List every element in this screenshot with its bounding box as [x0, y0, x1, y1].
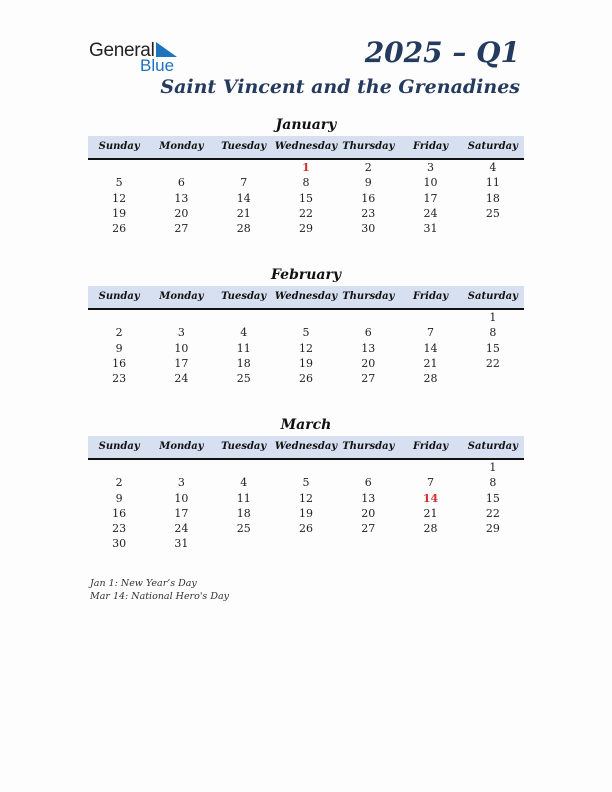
date-cell: 30	[112, 537, 127, 551]
weekday-header: Sunday	[98, 291, 140, 302]
date-cell: 26	[298, 522, 313, 536]
date-cell: 29	[485, 522, 500, 536]
date-cell: 31	[174, 537, 189, 551]
date-cell: 25	[236, 522, 251, 536]
empty-date-cell	[88, 310, 150, 325]
date-cell: 21	[423, 506, 438, 520]
date-cell: 25	[236, 372, 251, 386]
date-cell: 4	[240, 476, 248, 490]
date-cell: 1	[489, 311, 497, 324]
week-row	[88, 475, 524, 490]
date-cell: 21	[423, 356, 438, 370]
date-cell: 9	[364, 176, 372, 190]
weekday-header: Friday	[412, 291, 449, 302]
date-cell: 11	[236, 491, 251, 505]
empty-date-cell	[213, 536, 275, 551]
date-cell: 31	[423, 222, 438, 236]
week-row	[88, 460, 524, 475]
week-row	[88, 175, 524, 190]
week-row	[88, 191, 524, 206]
date-cell: 4	[489, 161, 497, 174]
empty-date-cell	[337, 536, 399, 551]
date-cell: 10	[423, 176, 438, 190]
weekday-header: Saturday	[467, 141, 518, 152]
weekday-header-row	[88, 286, 524, 310]
date-cell: 16	[112, 356, 127, 370]
date-cell: 6	[364, 326, 372, 340]
empty-date-cell	[462, 536, 524, 551]
empty-date-cell	[150, 460, 212, 475]
date-cell: 8	[302, 176, 310, 190]
date-cell: 6	[364, 476, 372, 490]
date-cell: 8	[489, 476, 497, 490]
weekday-header: Thursday	[342, 291, 395, 302]
date-cell: 16	[361, 191, 376, 205]
weekday-header-row	[88, 136, 524, 160]
empty-date-cell	[88, 460, 150, 475]
brand-logo	[89, 40, 189, 76]
date-cell: 5	[302, 476, 310, 490]
date-cell: 2	[364, 161, 372, 174]
date-cell: 16	[112, 506, 127, 520]
weekday-header: Monday	[159, 141, 204, 152]
date-cell: 3	[427, 161, 435, 174]
date-cell: 22	[485, 506, 500, 520]
empty-date-cell	[462, 371, 524, 386]
date-cell: 3	[177, 476, 185, 490]
month-calendar-january	[88, 116, 524, 236]
month-name: January	[275, 117, 337, 133]
date-cell: 28	[423, 372, 438, 386]
empty-date-cell	[275, 460, 337, 475]
week-row	[88, 536, 524, 551]
date-cell: 15	[298, 191, 313, 205]
country-subtitle: Saint Vincent and the Grenadines	[160, 76, 520, 98]
date-cell: 4	[240, 326, 248, 340]
weekday-header: Tuesday	[221, 141, 267, 152]
date-cell: 23	[112, 522, 127, 536]
empty-date-cell	[88, 160, 150, 175]
weekday-header: Saturday	[467, 291, 518, 302]
week-row	[88, 341, 524, 356]
date-cell: 9	[115, 491, 123, 505]
date-cell: 5	[302, 326, 310, 340]
week-row	[88, 356, 524, 371]
date-cell: 9	[115, 341, 123, 355]
empty-date-cell	[275, 536, 337, 551]
date-cell: 11	[485, 176, 500, 190]
holiday-note: Mar 14: National Hero's Day	[90, 591, 229, 602]
date-cell: 5	[115, 176, 123, 190]
date-cell: 12	[298, 491, 313, 505]
date-cell: 17	[174, 356, 189, 370]
weekday-header: Wednesday	[274, 291, 338, 302]
date-cell: 29	[298, 222, 313, 236]
date-cell: 3	[177, 326, 185, 340]
date-cell: 24	[174, 372, 189, 386]
weekday-header: Monday	[159, 291, 204, 302]
date-cell: 10	[174, 341, 189, 355]
brand-word-blue: Blue	[140, 56, 175, 75]
week-row	[88, 506, 524, 521]
date-cell: 17	[174, 506, 189, 520]
date-cell: 23	[361, 206, 376, 220]
empty-date-cell	[337, 310, 399, 325]
month-name: March	[280, 417, 332, 433]
date-cell: 13	[174, 191, 189, 205]
date-cell: 24	[423, 206, 438, 220]
empty-date-cell	[399, 310, 461, 325]
week-row	[88, 160, 524, 175]
week-row	[88, 206, 524, 221]
empty-date-cell	[213, 460, 275, 475]
weekday-header: Wednesday	[274, 441, 338, 452]
page-title: 2025 – Q1	[364, 36, 520, 69]
date-cell: 24	[174, 522, 189, 536]
weekday-header: Wednesday	[274, 141, 338, 152]
empty-date-cell	[337, 460, 399, 475]
brand-word-general: General	[89, 40, 155, 61]
date-cell: 22	[298, 206, 313, 220]
date-cell: 7	[427, 476, 435, 490]
date-cell: 6	[177, 176, 185, 190]
date-cell: 17	[423, 191, 438, 205]
date-cell: 21	[236, 206, 251, 220]
weekday-header-row	[88, 436, 524, 460]
date-cell: 23	[112, 372, 127, 386]
weekday-header: Saturday	[467, 441, 518, 452]
weekday-header: Tuesday	[221, 291, 267, 302]
date-cell: 27	[361, 372, 376, 386]
date-cell: 19	[112, 206, 127, 220]
date-cell: 19	[298, 506, 313, 520]
empty-date-cell	[150, 160, 212, 175]
weekday-header: Friday	[412, 441, 449, 452]
date-cell: 26	[298, 372, 313, 386]
date-cell: 20	[174, 206, 189, 220]
date-cell: 28	[423, 522, 438, 536]
date-cell: 18	[236, 356, 251, 370]
date-cell: 27	[174, 222, 189, 236]
empty-date-cell	[213, 160, 275, 175]
weekday-header: Thursday	[342, 141, 395, 152]
date-cell: 13	[361, 341, 376, 355]
weekday-header: Tuesday	[221, 441, 267, 452]
weekday-header: Thursday	[342, 441, 395, 452]
date-cell: 13	[361, 491, 376, 505]
date-cell: 14	[423, 341, 438, 355]
empty-date-cell	[462, 221, 524, 236]
weekday-header: Sunday	[98, 441, 140, 452]
date-cell: 26	[112, 222, 127, 236]
date-cell: 7	[240, 176, 248, 190]
week-row	[88, 491, 524, 506]
holiday-date-cell: 14	[422, 491, 439, 505]
date-cell: 8	[489, 326, 497, 340]
date-cell: 25	[485, 206, 500, 220]
week-row	[88, 221, 524, 236]
date-cell: 18	[485, 191, 500, 205]
month-name: February	[270, 267, 341, 283]
date-cell: 10	[174, 491, 189, 505]
date-cell: 7	[427, 326, 435, 340]
date-cell: 19	[298, 356, 313, 370]
date-cell: 11	[236, 341, 251, 355]
weekday-header: Sunday	[98, 141, 140, 152]
week-row	[88, 310, 524, 325]
empty-date-cell	[213, 310, 275, 325]
weekday-header: Friday	[412, 141, 449, 152]
holiday-notes	[90, 577, 229, 603]
date-cell: 14	[236, 191, 251, 205]
month-calendar-march	[88, 416, 524, 552]
month-calendar-february	[88, 266, 524, 386]
date-cell: 30	[361, 222, 376, 236]
week-row	[88, 371, 524, 386]
empty-date-cell	[275, 310, 337, 325]
holiday-date-cell: 1	[302, 161, 310, 174]
date-cell: 2	[115, 326, 123, 340]
date-cell: 2	[115, 476, 123, 490]
date-cell: 12	[298, 341, 313, 355]
weekday-header: Monday	[159, 441, 204, 452]
date-cell: 1	[489, 461, 497, 474]
date-cell: 15	[485, 491, 500, 505]
week-row	[88, 521, 524, 536]
date-cell: 12	[112, 191, 127, 205]
date-cell: 22	[485, 356, 500, 370]
date-cell: 20	[361, 506, 376, 520]
empty-date-cell	[399, 536, 461, 551]
date-cell: 15	[485, 341, 500, 355]
date-cell: 28	[236, 222, 251, 236]
date-cell: 20	[361, 356, 376, 370]
date-cell: 27	[361, 522, 376, 536]
empty-date-cell	[150, 310, 212, 325]
empty-date-cell	[399, 460, 461, 475]
week-row	[88, 325, 524, 340]
holiday-note: Jan 1: New Year’s Day	[90, 578, 197, 589]
date-cell: 18	[236, 506, 251, 520]
